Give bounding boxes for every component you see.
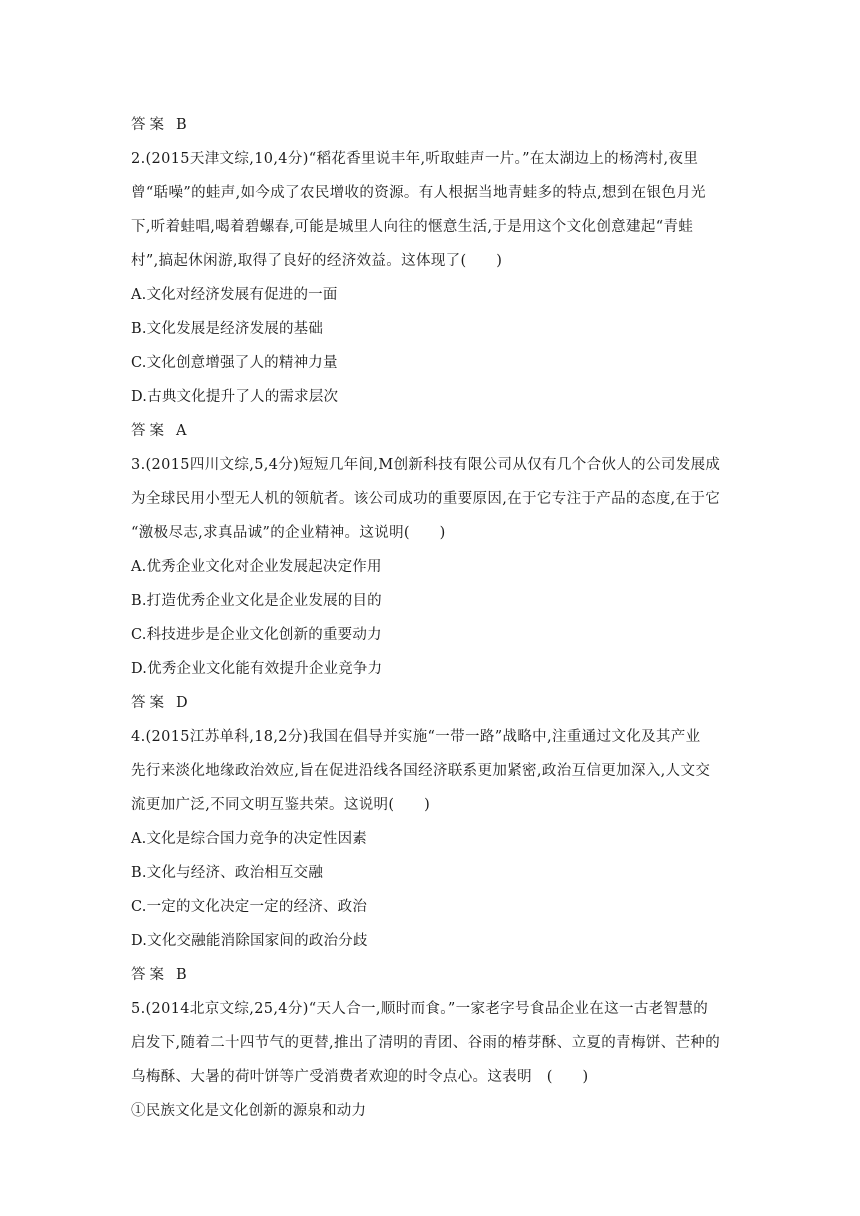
answer-key: D	[176, 695, 188, 711]
answer-line	[131, 686, 731, 720]
question-text-line: 流更加广泛,不同文明互鉴共荣。这说明( )	[131, 797, 431, 813]
answer-option: C.科技进步是企业文化创新的重要动力	[131, 627, 382, 643]
answer-option: B.文化与经济、政治相互交融	[131, 865, 324, 881]
answer-option: B.打造优秀企业文化是企业发展的目的	[131, 593, 382, 609]
answer-line	[131, 414, 731, 448]
answer-option: C.文化创意增强了人的精神力量	[131, 355, 338, 371]
question-text-line: 先行来淡化地缘政治效应,旨在促进沿线各国经济联系更加紧密,政治互信更加深入,人文交	[131, 763, 711, 779]
question-text-line: 为全球民用小型无人机的领航者。该公司成功的重要原因,在于它专注于产品的态度,在于它	[131, 491, 721, 507]
answer-key: A	[176, 423, 187, 439]
answer-option: A.优秀企业文化对企业发展起决定作用	[131, 559, 382, 575]
answer-key: B	[176, 117, 187, 133]
question-text-line: “激极尽志,求真品诚”的企业精神。这说明( )	[131, 525, 446, 541]
question-text-line: 启发下,随着二十四节气的更替,推出了清明的青团、谷雨的椿芽酥、立夏的青梅饼、芒种的	[131, 1035, 721, 1051]
question-text-line: 5.(2014北京文综,25,4分)“天人合一,顺时而食。”一家老字号食品企业在这一古老智慧的	[131, 1001, 709, 1017]
answer-line	[131, 958, 731, 992]
answer-option: ①民族文化是文化创新的源泉和动力	[131, 1103, 367, 1119]
question-text-line: 下,听着蛙唱,喝着碧螺春,可能是城里人向往的惬意生活,于是用这个文化创意建起“青蛙	[131, 219, 694, 235]
document-body	[131, 108, 731, 1128]
answer-key: B	[176, 967, 187, 983]
answer-line	[131, 108, 731, 142]
question-text-line: 3.(2015四川文综,5,4分)短短几年间,M创新科技有限公司从仅有几个合伙人的公司发展成	[131, 457, 721, 473]
answer-option: D.优秀企业文化能有效提升企业竞争力	[131, 661, 383, 677]
answer-label: 答案	[131, 695, 168, 711]
question-stem	[131, 992, 731, 1094]
answer-label: 答案	[131, 423, 168, 439]
question-block	[131, 142, 731, 414]
question-stem	[131, 720, 731, 822]
question-stem	[131, 142, 731, 278]
question-block	[131, 992, 731, 1128]
answer-option: A.文化对经济发展有促进的一面	[131, 287, 338, 303]
question-block	[131, 448, 731, 686]
question-text-line: 乌梅酥、大暑的荷叶饼等广受消费者欢迎的时令点心。这表明 ( )	[131, 1069, 589, 1085]
answer-option: C.一定的文化决定一定的经济、政治	[131, 899, 368, 915]
question-block	[131, 720, 731, 958]
answer-option: A.文化是综合国力竞争的决定性因素	[131, 831, 367, 847]
answer-option: B.文化发展是经济发展的基础	[131, 321, 324, 337]
question-text-line: 2.(2015天津文综,10,4分)“稻花香里说丰年,听取蛙声一片。”在太湖边上的杨湾村,夜里	[131, 151, 699, 167]
question-text-line: 曾“聒噪”的蛙声,如今成了农民增收的资源。有人根据当地青蛙多的特点,想到在银色月光	[131, 185, 706, 201]
answer-label: 答案	[131, 967, 168, 983]
answer-option: D.文化交融能消除国家间的政治分歧	[131, 933, 368, 949]
question-text-line: 村”,搞起休闲游,取得了良好的经济效益。这体现了( )	[131, 253, 503, 269]
answer-option: D.古典文化提升了人的需求层次	[131, 389, 339, 405]
answer-label: 答案	[131, 117, 168, 133]
question-stem	[131, 448, 731, 550]
question-text-line: 4.(2015江苏单科,18,2分)我国在倡导并实施“一带一路”战略中,注重通过文化及其产业	[131, 729, 701, 745]
